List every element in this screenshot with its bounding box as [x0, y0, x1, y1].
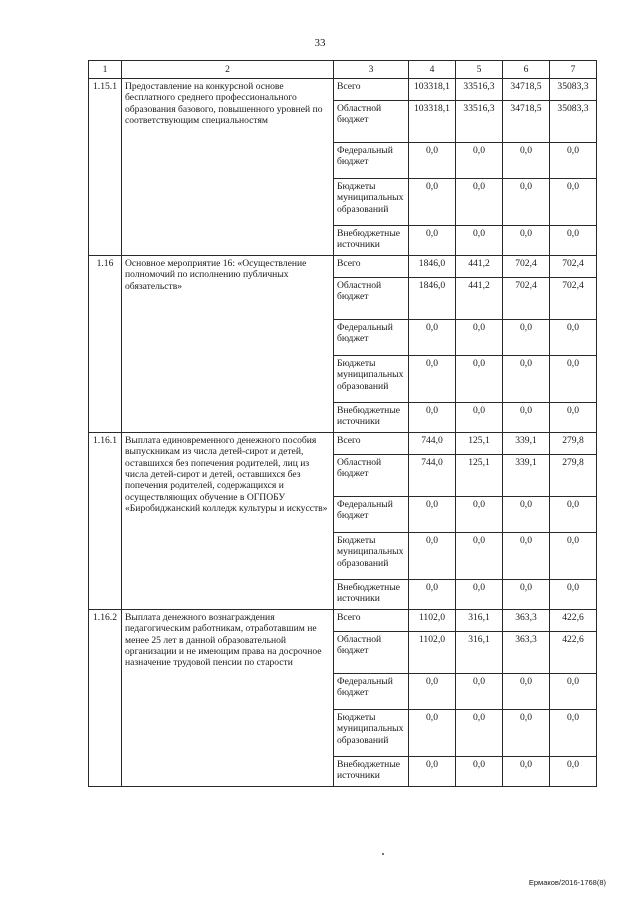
amount-col-5: 0,0 [456, 580, 503, 610]
table-row [89, 610, 597, 632]
funding-source: Областной бюджет [334, 455, 409, 497]
header-cell-3: 3 [334, 61, 409, 79]
funding-source: Федеральный бюджет [334, 674, 409, 710]
amount-col-6: 339,1 [503, 455, 550, 497]
amount-col-5: 0,0 [456, 226, 503, 256]
amount-col-5: 125,1 [456, 433, 503, 455]
amount-col-4: 0,0 [409, 143, 456, 179]
amount-col-4: 0,0 [409, 533, 456, 580]
header-cell-7: 7 [550, 61, 597, 79]
amount-col-4: 0,0 [409, 320, 456, 356]
amount-col-7: 422,6 [550, 610, 597, 632]
amount-col-5: 0,0 [456, 674, 503, 710]
amount-col-6: 0,0 [503, 710, 550, 757]
amount-col-4: 0,0 [409, 356, 456, 403]
amount-col-7: 279,8 [550, 433, 597, 455]
amount-col-4: 744,0 [409, 455, 456, 497]
amount-col-7: 0,0 [550, 533, 597, 580]
amount-col-6: 0,0 [503, 320, 550, 356]
funding-source: Внебюджетные источники [334, 403, 409, 433]
funding-source: Областной бюджет [334, 101, 409, 143]
amount-col-4: 1846,0 [409, 278, 456, 320]
header-cell-6: 6 [503, 61, 550, 79]
amount-col-6: 34718,5 [503, 101, 550, 143]
amount-col-7: 0,0 [550, 497, 597, 533]
header-cell-1: 1 [89, 61, 122, 79]
amount-col-7: 0,0 [550, 580, 597, 610]
amount-col-5: 33516,3 [456, 101, 503, 143]
amount-col-5: 0,0 [456, 533, 503, 580]
funding-source: Внебюджетные источники [334, 226, 409, 256]
amount-col-6: 0,0 [503, 674, 550, 710]
amount-col-7: 0,0 [550, 674, 597, 710]
amount-col-5: 0,0 [456, 179, 503, 226]
funding-source: Всего [334, 610, 409, 632]
item-description: Предоставление на конкурсной основе бесплатного среднего профессионального образования базового, повышенного уровней по соответствующим специальностям [122, 79, 334, 256]
funding-source: Бюджеты муниципальных образований [334, 356, 409, 403]
amount-col-4: 0,0 [409, 497, 456, 533]
amount-col-4: 103318,1 [409, 79, 456, 101]
amount-col-7: 0,0 [550, 757, 597, 787]
amount-col-4: 744,0 [409, 433, 456, 455]
amount-col-7: 422,6 [550, 632, 597, 674]
funding-source: Федеральный бюджет [334, 320, 409, 356]
amount-col-4: 0,0 [409, 580, 456, 610]
table-row [89, 433, 597, 455]
amount-col-6: 0,0 [503, 580, 550, 610]
amount-col-4: 103318,1 [409, 101, 456, 143]
amount-col-6: 0,0 [503, 143, 550, 179]
amount-col-4: 0,0 [409, 403, 456, 433]
amount-col-4: 0,0 [409, 757, 456, 787]
budget-table [88, 60, 597, 787]
amount-col-5: 316,1 [456, 632, 503, 674]
item-number: 1.16 [89, 256, 122, 433]
amount-col-6: 363,3 [503, 632, 550, 674]
amount-col-5: 0,0 [456, 356, 503, 403]
amount-col-7: 0,0 [550, 403, 597, 433]
amount-col-7: 279,8 [550, 455, 597, 497]
amount-col-4: 0,0 [409, 226, 456, 256]
funding-source: Бюджеты муниципальных образований [334, 179, 409, 226]
header-row [89, 61, 597, 79]
amount-col-5: 0,0 [456, 403, 503, 433]
table-body [89, 79, 597, 787]
amount-col-6: 363,3 [503, 610, 550, 632]
funding-source: Бюджеты муниципальных образований [334, 533, 409, 580]
header-cell-2: 2 [122, 61, 334, 79]
amount-col-7: 35083,3 [550, 101, 597, 143]
page-number: 33 [314, 37, 326, 49]
amount-col-7: 0,0 [550, 356, 597, 403]
amount-col-6: 339,1 [503, 433, 550, 455]
funding-source: Областной бюджет [334, 278, 409, 320]
amount-col-4: 0,0 [409, 710, 456, 757]
table-row [89, 256, 597, 278]
header-cell-4: 4 [409, 61, 456, 79]
amount-col-5: 0,0 [456, 497, 503, 533]
funding-source: Всего [334, 256, 409, 278]
amount-col-4: 0,0 [409, 674, 456, 710]
amount-col-7: 702,4 [550, 256, 597, 278]
amount-col-7: 0,0 [550, 226, 597, 256]
amount-col-4: 1846,0 [409, 256, 456, 278]
amount-col-6: 0,0 [503, 403, 550, 433]
funding-source: Внебюджетные источники [334, 580, 409, 610]
amount-col-5: 0,0 [456, 143, 503, 179]
amount-col-6: 0,0 [503, 757, 550, 787]
amount-col-5: 316,1 [456, 610, 503, 632]
amount-col-4: 1102,0 [409, 610, 456, 632]
funding-source: Бюджеты муниципальных образований [334, 710, 409, 757]
amount-col-7: 0,0 [550, 143, 597, 179]
header-cell-5: 5 [456, 61, 503, 79]
amount-col-7: 0,0 [550, 710, 597, 757]
amount-col-6: 0,0 [503, 179, 550, 226]
amount-col-6: 0,0 [503, 533, 550, 580]
funding-source: Внебюджетные источники [334, 757, 409, 787]
amount-col-7: 35083,3 [550, 79, 597, 101]
item-number: 1.16.1 [89, 433, 122, 610]
item-number: 1.16.2 [89, 610, 122, 787]
item-description: Основное мероприятие 16: «Осуществление полномочий по исполнению публичных обязательств» [122, 256, 334, 433]
funding-source: Всего [334, 433, 409, 455]
amount-col-6: 702,4 [503, 256, 550, 278]
item-description: Выплата единовременного денежного пособия выпускникам из числа детей-сирот и детей, оставшихся без попечения родителей, лиц из числа детей-сирот и детей, оставшихся без попечения родителей, содержащихся и осуществляющих обучение в ОГПОБУ «Биробиджанский колледж культуры и искусств» [122, 433, 334, 610]
funding-source: Федеральный бюджет [334, 497, 409, 533]
table-row [89, 79, 597, 101]
amount-col-7: 702,4 [550, 278, 597, 320]
amount-col-5: 0,0 [456, 320, 503, 356]
amount-col-6: 0,0 [503, 497, 550, 533]
page-mark-dot [382, 853, 384, 855]
amount-col-5: 441,2 [456, 256, 503, 278]
amount-col-6: 0,0 [503, 356, 550, 403]
item-number: 1.15.1 [89, 79, 122, 256]
document-code: Ермаков/2016-1768(8) [528, 878, 606, 887]
amount-col-5: 125,1 [456, 455, 503, 497]
item-description: Выплата денежного вознаграждения педагогическим работникам, отработавшим не менее 25 лет в данной образовательной организации и не имеющим права на досрочное назначение трудовой пенсии по старости [122, 610, 334, 787]
amount-col-4: 1102,0 [409, 632, 456, 674]
amount-col-4: 0,0 [409, 179, 456, 226]
amount-col-7: 0,0 [550, 179, 597, 226]
funding-source: Всего [334, 79, 409, 101]
amount-col-5: 0,0 [456, 710, 503, 757]
amount-col-6: 0,0 [503, 226, 550, 256]
amount-col-7: 0,0 [550, 320, 597, 356]
amount-col-5: 441,2 [456, 278, 503, 320]
funding-source: Федеральный бюджет [334, 143, 409, 179]
amount-col-6: 702,4 [503, 278, 550, 320]
funding-source: Областной бюджет [334, 632, 409, 674]
amount-col-6: 34718,5 [503, 79, 550, 101]
amount-col-5: 33516,3 [456, 79, 503, 101]
amount-col-5: 0,0 [456, 757, 503, 787]
